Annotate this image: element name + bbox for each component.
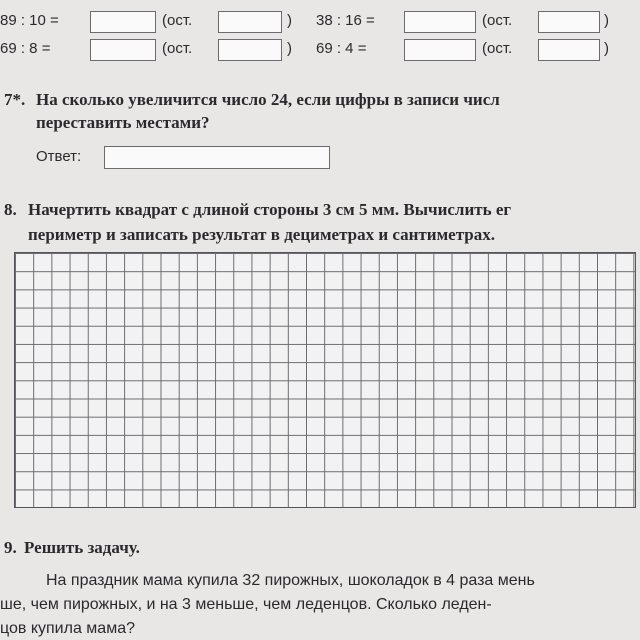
quotient-box[interactable] (404, 11, 476, 33)
answer-box[interactable] (104, 146, 330, 169)
answer-label: Ответ: (36, 148, 82, 165)
division-expression: 89 : 10 = (0, 12, 59, 29)
quotient-box[interactable] (404, 39, 476, 61)
remainder-box[interactable] (218, 39, 282, 61)
quotient-box[interactable] (90, 11, 156, 33)
division-expression: 69 : 8 = (0, 40, 51, 57)
remainder-label: (ост. (162, 12, 193, 29)
task-8-number: 8. (4, 200, 17, 219)
remainder-box[interactable] (218, 11, 282, 33)
task-7-number: 7*. (4, 90, 26, 109)
task-9-text-line3: цов купила мама? (0, 620, 135, 637)
paren-close: ) (604, 12, 609, 29)
paren-close: ) (287, 40, 292, 57)
task-9-text-line2: ше, чем пирожных, и на 3 меньше, чем леденцов. Сколько леден- (0, 596, 492, 613)
remainder-label: (ост. (162, 40, 193, 57)
drawing-grid[interactable] (14, 252, 636, 508)
paren-close: ) (604, 40, 609, 57)
task-8-text-line2: периметр и записать результат в дециметрах и сантиметрах. (28, 225, 495, 244)
division-expression: 69 : 4 = (316, 40, 367, 57)
remainder-label: (ост. (482, 40, 513, 57)
task-7-text-line1: На сколько увеличится число 24, если цифры в записи числ (36, 90, 500, 109)
task-7-text-line2: переставить местами? (36, 113, 210, 132)
division-expression: 38 : 16 = (316, 12, 375, 29)
task-8-text-line1: Начертить квадрат с длиной стороны 3 см 5 мм. Вычислить ег (28, 200, 512, 219)
remainder-label: (ост. (482, 12, 513, 29)
task-9-text-line1: На праздник мама купила 32 пирожных, шоколадок в 4 раза мень (46, 572, 535, 589)
remainder-box[interactable] (538, 11, 600, 33)
task-9-number: 9. (4, 538, 17, 557)
task-9-title: Решить задачу. (24, 538, 140, 557)
paren-close: ) (287, 12, 292, 29)
quotient-box[interactable] (90, 39, 156, 61)
remainder-box[interactable] (538, 39, 600, 61)
